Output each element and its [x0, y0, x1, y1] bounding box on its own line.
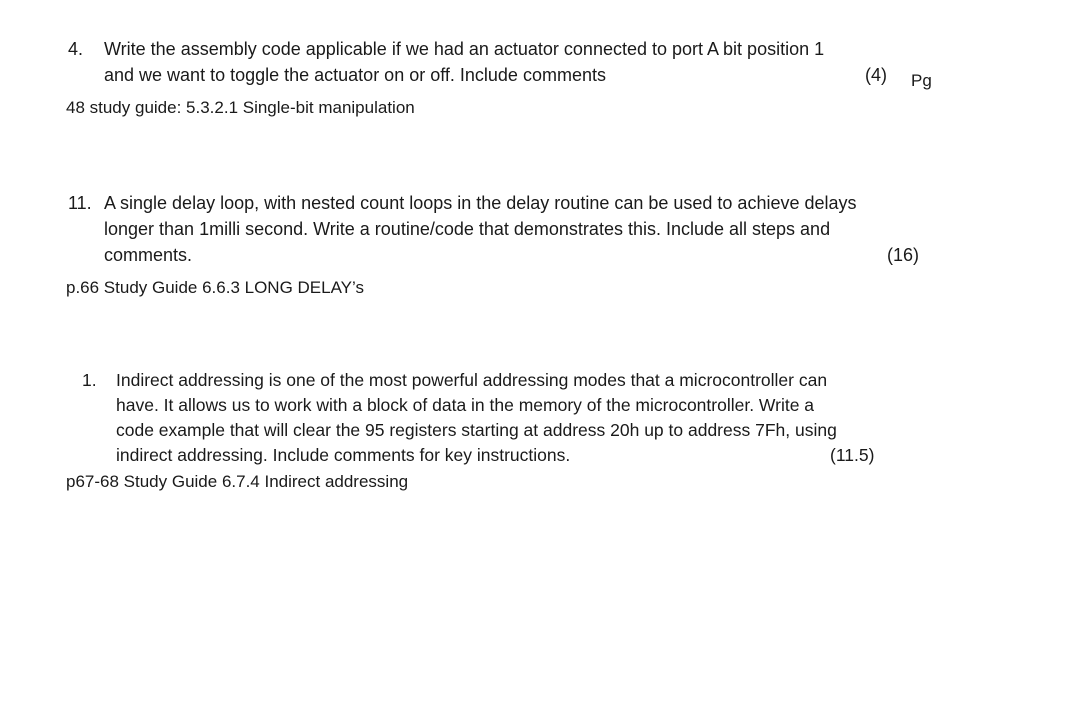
question-marks: (16) [887, 245, 920, 265]
question-4 [68, 36, 938, 92]
question-number: 1. [82, 370, 97, 390]
question-text [104, 36, 824, 88]
question-line: A single delay loop, with nested count loops in the delay routine can be used to achieve delays [104, 193, 857, 213]
study-guide-reference: p67-68 Study Guide 6.7.4 Indirect addressing [66, 472, 409, 491]
question-text [116, 368, 837, 468]
question-11 [68, 190, 938, 270]
question-marks: (4) [865, 65, 887, 85]
question-1 [82, 368, 902, 468]
question-marks: (11.5) [830, 445, 875, 465]
question-text [104, 190, 857, 268]
question-line: have. It allows us to work with a block of data in the memory of the microcontroller. Write a [116, 395, 815, 415]
page-label: Pg [911, 71, 932, 90]
question-line: code example that will clear the 95 registers starting at address 20h up to address 7Fh, using [116, 420, 837, 440]
study-guide-reference: p.66 Study Guide 6.6.3 LONG DELAY’s [66, 278, 364, 297]
question-line: longer than 1milli second. Write a routine/code that demonstrates this. Include all steps and [104, 219, 831, 239]
question-line: indirect addressing. Include comments for key instructions. [116, 445, 571, 465]
question-number: 4. [68, 39, 84, 59]
question-line: comments. [104, 245, 193, 265]
question-line: Indirect addressing is one of the most powerful addressing modes that a microcontroller can [116, 370, 828, 390]
study-guide-reference: 48 study guide: 5.3.2.1 Single-bit manipulation [66, 98, 415, 117]
question-line: and we want to toggle the actuator on or off. Include comments [104, 65, 606, 85]
question-number: 11. [68, 193, 92, 213]
question-line: Write the assembly code applicable if we had an actuator connected to port A bit position 1 [104, 39, 825, 59]
